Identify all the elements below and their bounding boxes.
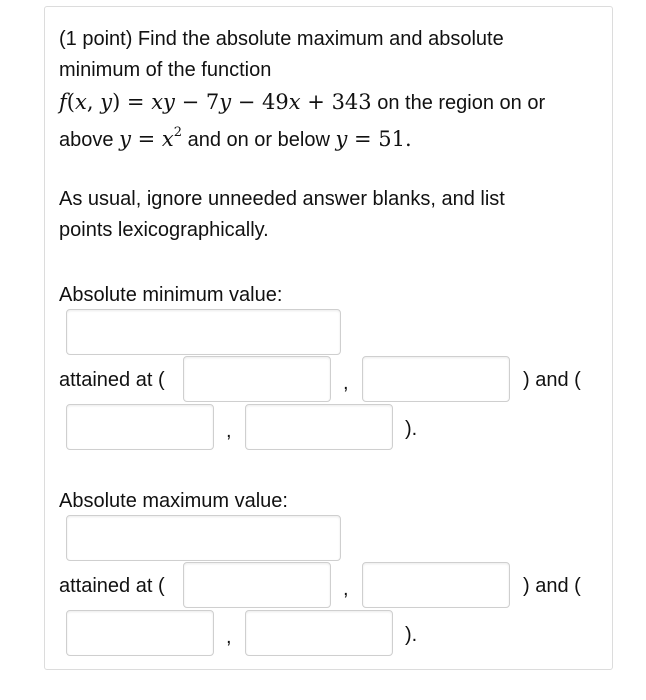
min-point2-comma: , — [226, 420, 232, 442]
instructions-line-1: As usual, ignore unneeded answer blanks, and list — [59, 188, 505, 210]
min-point2-y-input[interactable] — [245, 404, 393, 450]
min-close-label: ). — [405, 418, 418, 440]
problem-intro: (1 point) Find the absolute maximum and absolute — [59, 28, 504, 50]
min-point2-x-input[interactable] — [66, 404, 214, 450]
min-and-label: ) and ( — [523, 369, 581, 391]
period: . — [405, 127, 412, 151]
mid-text: and on or below — [182, 129, 336, 151]
max-point2-y-input[interactable] — [245, 610, 393, 656]
min-attained-at-label: attained at ( — [59, 369, 165, 391]
max-and-label: ) and ( — [523, 575, 581, 597]
min-value-label: Absolute minimum value: — [59, 284, 283, 306]
min-point1-comma: , — [343, 372, 349, 394]
lower-bound-expression: y = x — [119, 127, 174, 151]
max-close-label: ). — [405, 624, 418, 646]
min-point1-x-input[interactable] — [183, 356, 331, 402]
function-definition-line — [59, 90, 545, 115]
min-point1-y-input[interactable] — [362, 356, 510, 402]
max-point2-comma: , — [226, 626, 232, 648]
problem-card — [44, 6, 613, 670]
max-value-label: Absolute maximum value: — [59, 490, 288, 512]
min-value-input[interactable] — [66, 309, 341, 355]
problem-line-2: minimum of the function — [59, 59, 272, 81]
upper-bound: y = 51 — [335, 127, 405, 151]
max-attained-at-label: attained at ( — [59, 575, 165, 597]
above-text: above — [59, 129, 120, 151]
max-point1-comma: , — [343, 578, 349, 600]
region-text: on the region on or — [371, 92, 546, 114]
instructions-line-2: points lexicographically. — [59, 219, 269, 241]
max-value-input[interactable] — [66, 515, 341, 561]
max-point1-y-input[interactable] — [362, 562, 510, 608]
max-point2-x-input[interactable] — [66, 610, 214, 656]
max-point1-x-input[interactable] — [183, 562, 331, 608]
function-formula: f(x, y) = xy − 7y − 49x + 343 — [59, 90, 372, 114]
region-line — [59, 123, 412, 152]
lower-bound-exponent: 2 — [173, 125, 183, 140]
lower-bound — [119, 127, 182, 151]
